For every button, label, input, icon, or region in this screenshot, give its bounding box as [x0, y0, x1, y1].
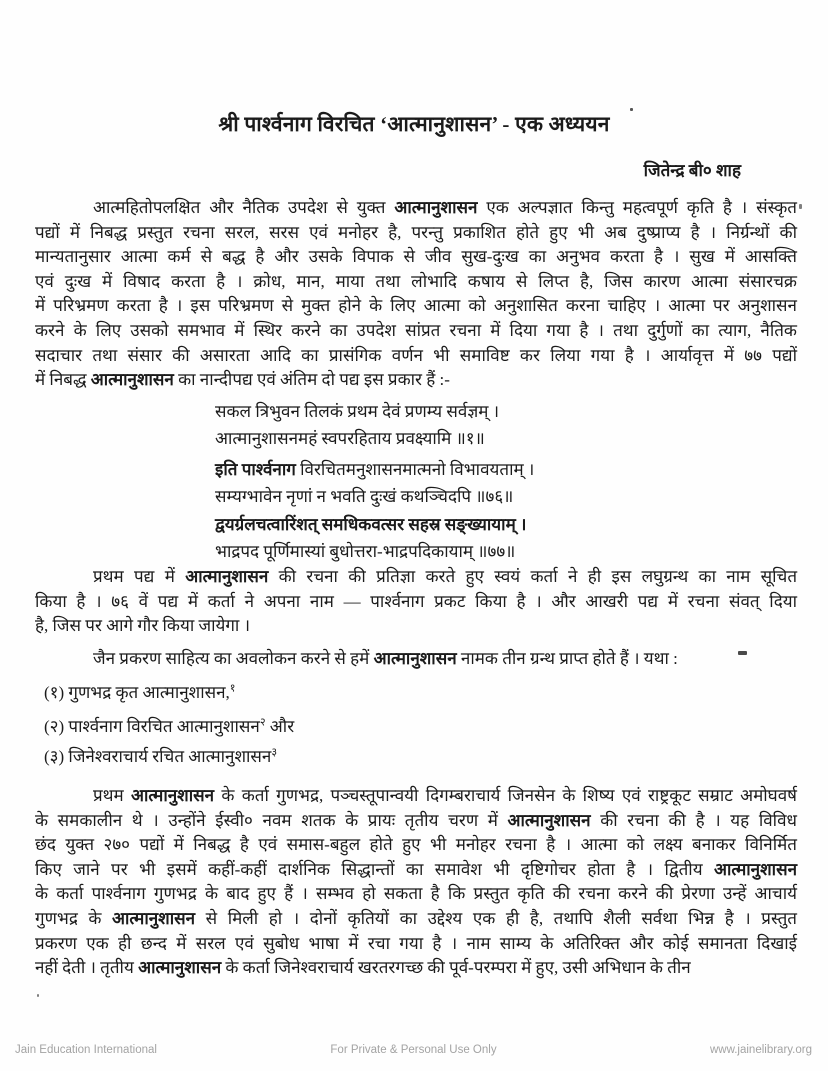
- scan-footer: [15, 1044, 812, 1056]
- text-line: प्रथम पद्य में आत्मानुशासन की रचना की प्रतिज्ञा करते हुए स्वयं कर्ता ने ही इस लघुग्रन्थ का नाम सूचित: [93, 567, 798, 586]
- text-line: इति पार्श्वनाग विरचितमनुशासनमात्मनो विभावयताम् ।: [215, 460, 535, 479]
- scan-speck: [630, 108, 633, 111]
- footer-usage-note: For Private & Personal Use Only: [330, 1044, 497, 1056]
- paragraph-first-verse-note: [35, 565, 797, 639]
- text-line: सदाचार तथा संसार की असारता आदि का प्रासंगिक वर्णन भी समाविष्ट कर लिया गया है । आर्यावृत्त में ७७ पद्यों: [35, 345, 797, 365]
- text-line: करने के लिए उसको समभाव में स्थिर करने का उपदेश सांप्रत रचना में दिया गया है । तथा दुर्गुणों का त्याग, नैतिक: [35, 320, 797, 340]
- text-line: है, जिस पर आगे गौर किया जायेगा ।: [35, 616, 251, 636]
- text-line: प्रथम आत्मानुशासन के कर्ता गुणभद्र, पञ्चस्तूपान्वयी दिगम्बराचार्य जिनसेन के शिष्य एवं राष्ट्रकूट सम्राट अमोघवर्ष: [93, 786, 797, 805]
- verse-76: [215, 456, 768, 510]
- text-line: जैन प्रकरण साहित्य का अवलोकन करने से हमें आत्मानुशासन नामक तीन ग्रन्थ प्राप्त होते हैं । यथा :: [93, 649, 678, 668]
- text-line: के समकालीन थे । उन्होंने ईस्वी० नवम शतक के प्रायः तृतीय चरण में आत्मानुशासन की रचना की है । यह विविध: [35, 810, 797, 830]
- text-line: में परिभ्रमण करता है । इस परिभ्रमण से मुक्त होने के लिए आत्मा को अनुशासित करना चाहिए । आत्मा पर अनुशासन: [35, 296, 797, 316]
- scan-speck: [799, 204, 802, 209]
- footer-publisher: Jain Education International: [15, 1044, 157, 1056]
- text-line: के कर्ता पार्श्वनाग गुणभद्र के बाद हुए हैं । सम्भव हो सकता है कि प्रस्तुत कृति की रचना करने की प्रेरणा उन्हें आचार्य: [35, 884, 797, 904]
- paragraph-three-works: [35, 647, 797, 672]
- text-line: भाद्रपद पूर्णिमास्यां बुधोत्तरा-भाद्रपदिकायाम् ॥७७॥: [215, 542, 516, 561]
- verse-1: [215, 398, 768, 452]
- text-line: एवं दुःख में विषाद करता है । क्रोध, मान, माया तथा लोभादि कषाय से लिप्त है, जिस कारण आत्मा संसारचक्र: [35, 271, 797, 291]
- works-list: [44, 680, 768, 769]
- footer-website: www.jainelibrary.org: [709, 1044, 812, 1056]
- list-item-gunabhadra: (१) गुणभद्र कृत आत्मानुशासन,$^१$: [44, 682, 236, 702]
- text-line: प्रकरण एक ही छन्द में सरल एवं सुबोध भाषा में रचा गया है । नाम साम्य के अतिरिक्त और कोई समानता दिखाई: [35, 933, 797, 953]
- text-line: पद्यों में निबद्ध प्रस्तुत रचना सरल, सरस एवं मनोहर है, परन्तु प्रकाशित होते हुए भी अब दुष्प्राप्य है । निर्ग्रन्थों की: [35, 222, 797, 242]
- scan-speck: [738, 651, 747, 655]
- list-item-parshvanaga: (२) पार्श्वनाग विरचित आत्मानुशासन$^२$ और: [44, 716, 295, 736]
- text-line: नहीं देती । तृतीय आत्मानुशासन के कर्ता जिनेश्वराचार्य खरतरगच्छ की पूर्व-परम्परा में हुए, उसी अभिधान के तीन: [35, 958, 691, 978]
- author-byline: जितेन्द्र बी० शाह: [643, 161, 741, 180]
- text-line: मान्यतानुसार आत्मा कर्म से बद्ध है और उसके विपाक से जीव सुख-दुःख का अनुभव करता है । सुख में आसक्ति: [35, 247, 797, 267]
- paragraph-comparison: [35, 784, 797, 981]
- text-line: सम्यग्भावेन नृणां न भवति दुःखं कथञ्चिदपि ॥७६॥: [215, 487, 514, 506]
- page-title: श्री पार्श्वनाग विरचित ‘आत्मानुशासन’ - एक अध्ययन: [218, 112, 610, 136]
- scan-speck: [37, 994, 39, 997]
- text-line: किए जाने पर भी इसमें कहीं-कहीं दार्शनिक सिद्धान्तों का समावेश भी दृष्टिगोचर होता है । द्वितीय आत्मानुशासन: [35, 859, 797, 879]
- text-line: सकल त्रिभुवन तिलकं प्रथम देवं प्रणम्य सर्वज्ञम् ।: [215, 402, 500, 421]
- paragraph-intro: [35, 196, 797, 393]
- text-line: आत्मानुशासनमहं स्वपरहिताय प्रवक्ष्यामि ॥१॥: [215, 429, 485, 448]
- list-item-jineshvaracharya: (३) जिनेश्वराचार्य रचित आत्मानुशासन$^३$: [44, 746, 278, 766]
- text-line: किया है । ७६ वें पद्य में कर्ता ने अपना नाम — पार्श्वनाग प्रकट किया है । और आखरी पद्य में रचना संवत् दिया: [35, 591, 797, 611]
- verse-77: [215, 511, 768, 565]
- text-line: द्वयर्ग्रलचत्वारिंशत् समधिकवत्सर सहस्र सङ्ख्यायाम् ।: [215, 515, 527, 534]
- text-line: गुणभद्र के आत्मानुशासन से मिली हो । दोनों कृतियों का उद्देश्य एक ही है, तथापि शैली सर्वथा भिन्न है । प्रस्तुत: [35, 908, 797, 928]
- text-line: छंद युक्त २७० पद्यों में निबद्ध है एवं समास-बहुल होते हुए भी मनोहर रचना है । आत्मा को लक्ष्य बनाकर विनिर्मित: [35, 835, 797, 855]
- text-line: आत्महितोपलक्षित और नैतिक उपदेश से युक्त आत्मानुशासन एक अल्पज्ञात किन्तु महत्वपूर्ण कृति है । संस्कृत: [93, 198, 797, 217]
- text-line: में निबद्ध आत्मानुशासन का नान्दीपद्य एवं अंतिम दो पद्य इस प्रकार हैं :-: [35, 370, 450, 390]
